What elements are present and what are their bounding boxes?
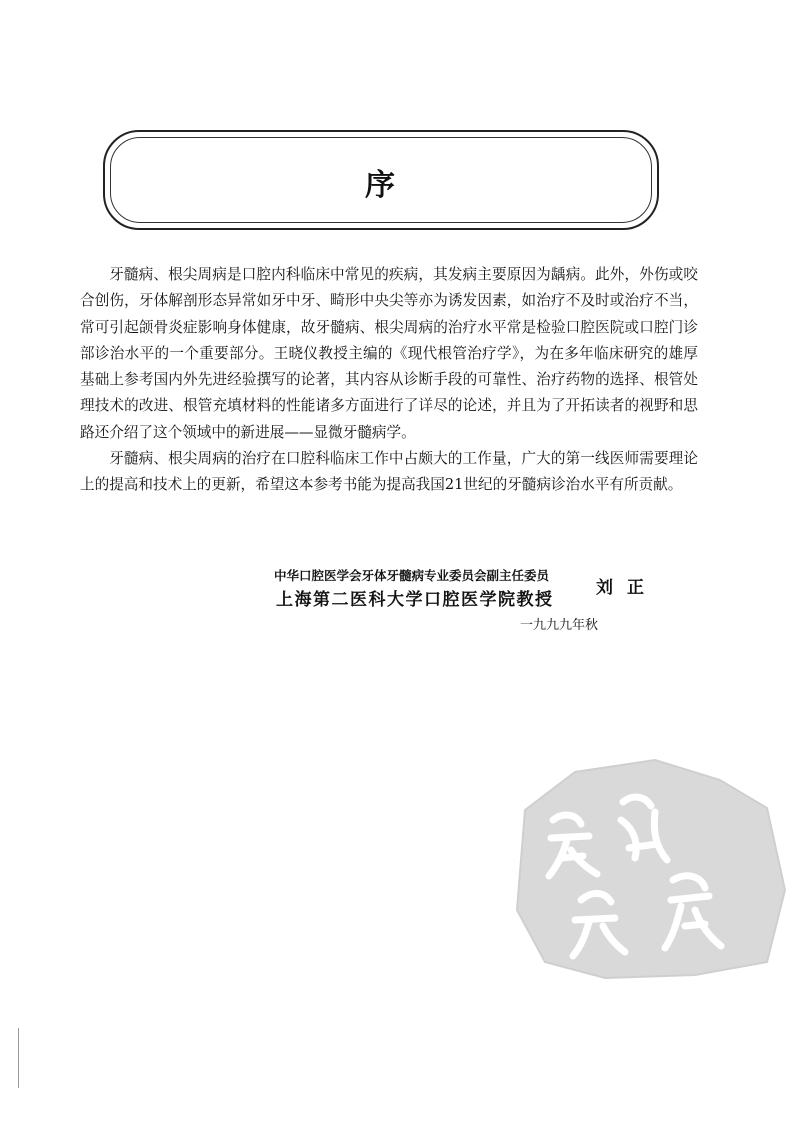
affiliation-line-1: 中华口腔医学会牙体牙髓病专业委员会副主任委员 [274,568,550,583]
title-frame [103,130,659,230]
paragraph: 牙髓病、根尖周病的治疗在口腔科临床工作中占颇大的工作量，广大的第一线医师需要理论上的提高和技术上的更新，希望这本参考书能为提高我国21世纪的牙髓病诊治水平有所贡献。 [80,450,698,494]
seal-stamp [505,750,790,980]
affiliation-line-2: 上海第二医科大学口腔医学院教授 [276,590,554,610]
author-name: 刘正 [596,578,658,598]
paragraph: 牙髓病、根尖周病是口腔内科临床中常见的疾病，其发病主要原因为龋病。此外，外伤或咬合创伤，牙体解剖形态异常如牙中牙、畸形中央尖等亦为诱发因素，如治疗不及时或治疗不当，常可引起颌骨炎症影响身体健康，故牙髓病、根尖周病的治疗水平常是检验口腔医院或口腔门诊部诊治水平的一个重要部分。王晓仪教授主编的《现代根管治疗学》，为在多年临床研究的雄厚基础上参考国内外先进经验撰写的论著，其内容从诊断手段的可靠性、治疗药物的选择、根管处理技术的改进、根管充填材料的性能诸多方面进行了详尽的论述，并且为了开拓读者的视野和思路还介绍了这个领域中的新进展——显微牙髓病学。 [80,266,698,441]
page-title: 序 [365,168,397,203]
signature-date: 一九九九年秋 [520,618,599,633]
scan-margin-line [18,1028,19,1088]
preface-body [80,262,698,499]
